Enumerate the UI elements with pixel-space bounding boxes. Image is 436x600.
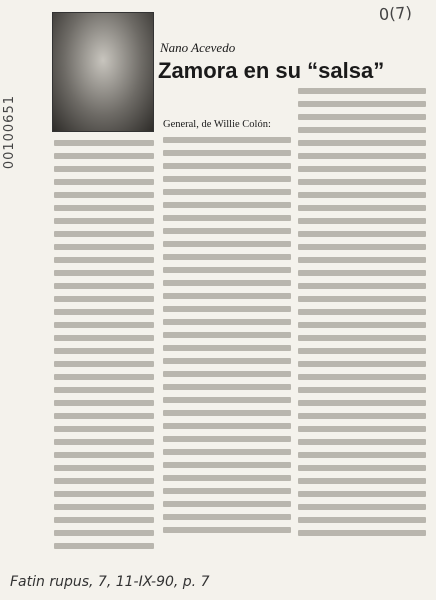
article-column-2	[163, 118, 291, 576]
portrait-photo	[52, 12, 154, 132]
byline: Nano Acevedo	[160, 40, 236, 55]
handwritten-side-annotation: 00100651	[2, 95, 17, 170]
handwritten-source-note: Fatin rupus, 7, 11-IX-90, p. 7	[10, 574, 210, 590]
headline: Zamora en su “salsa”	[158, 58, 385, 83]
column-2-body	[163, 137, 291, 533]
article-column-3	[298, 88, 426, 576]
article-column-1	[54, 140, 154, 576]
column-2-lead: General, de Willie Colón:	[163, 119, 271, 130]
handwritten-page-number: 0(7)	[378, 2, 413, 25]
